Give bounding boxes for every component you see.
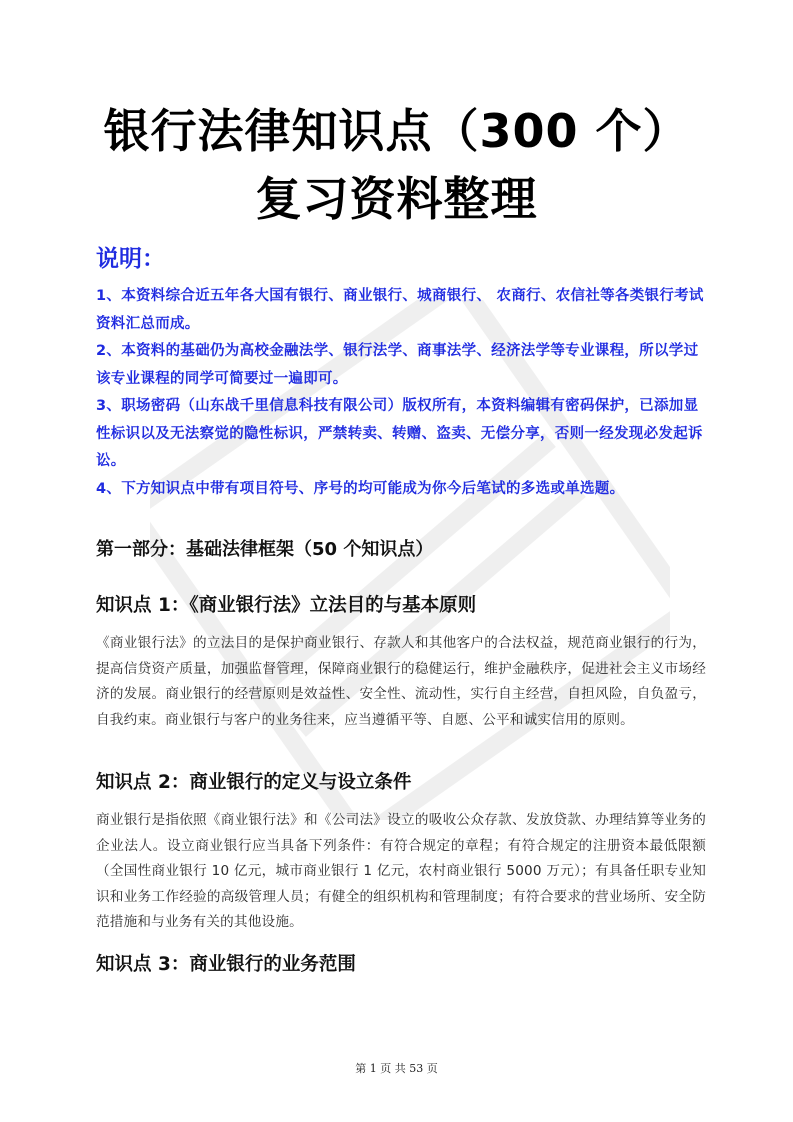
knowledge-point-body: 商业银行是指依照《商业银行法》和《公司法》设立的吸收公众存款、发放贷款、办理结算等业务的企业法人。设立商业银行应当具备下列条件：有符合规定的章程；有符合规定的注册资本最低限额（全国性商业银行 10 亿元，城市商业银行 1 亿元，农村商业银行 5000 万元）；有具备任职专业知识和业务工作经验的高级管理人员；有健全的组织机构和管理制度；有符合要求的营业场所、安全防范措施和与业务有关的其他设施。 [96,812,706,930]
knowledge-point-3 [96,950,706,980]
document-title-line-2: 复习资料整理 [255,172,538,226]
intro-item: 3、职场密码（山东战千里信息科技有限公司）版权所有，本资料编辑有密码保护，已添加显性标识以及无法察觉的隐性标识，严禁转卖、转赠、盗卖、无偿分享，否则一经发现必发起诉讼。 [96,398,703,469]
intro-heading: 说明： [96,246,165,272]
knowledge-point-2 [96,768,706,936]
knowledge-point-heading: 知识点 2：商业银行的定义与设立条件 [96,772,412,793]
knowledge-point-body: 《商业银行法》的立法目的是保护商业银行、存款人和其他客户的合法权益，规范商业银行的行为，提高信贷资产质量，加强监督管理，保障商业银行的稳健运行，维护金融秩序，促进社会主义市场经济的发展。商业银行的经营原则是效益性、安全性、流动性，实行自主经营，自担风险，自负盈亏，自我约束。商业银行与客户的业务往来，应当遵循平等、自愿、公平和诚实信用的原则。 [96,635,706,728]
intro-item: 2、本资料的基础仍为高校金融法学、银行法学、商事法学、经济法学等专业课程，所以学过该专业课程的同学可简要过一遍即可。 [96,343,699,387]
intro-item: 4、下方知识点中带有项目符号、序号的均可能成为你今后笔试的多选或单选题。 [96,480,625,497]
page-footer: 第 1 页 共 53 页 [355,1062,438,1075]
document-title-line-1: 银行法律知识点（300 个） [103,104,690,158]
knowledge-point-heading: 知识点 3：商业银行的业务范围 [96,954,356,975]
intro-item: 1、本资料综合近五年各大国有银行、商业银行、城商银行、 农商行、农信社等各类银行考试资料汇总而成。 [96,288,704,332]
intro-list [96,283,706,503]
knowledge-point-1 [96,591,706,733]
part-title: 第一部分：基础法律框架（50 个知识点） [96,539,434,560]
knowledge-point-heading: 知识点 1：《商业银行法》立法目的与基本原则 [96,595,477,616]
